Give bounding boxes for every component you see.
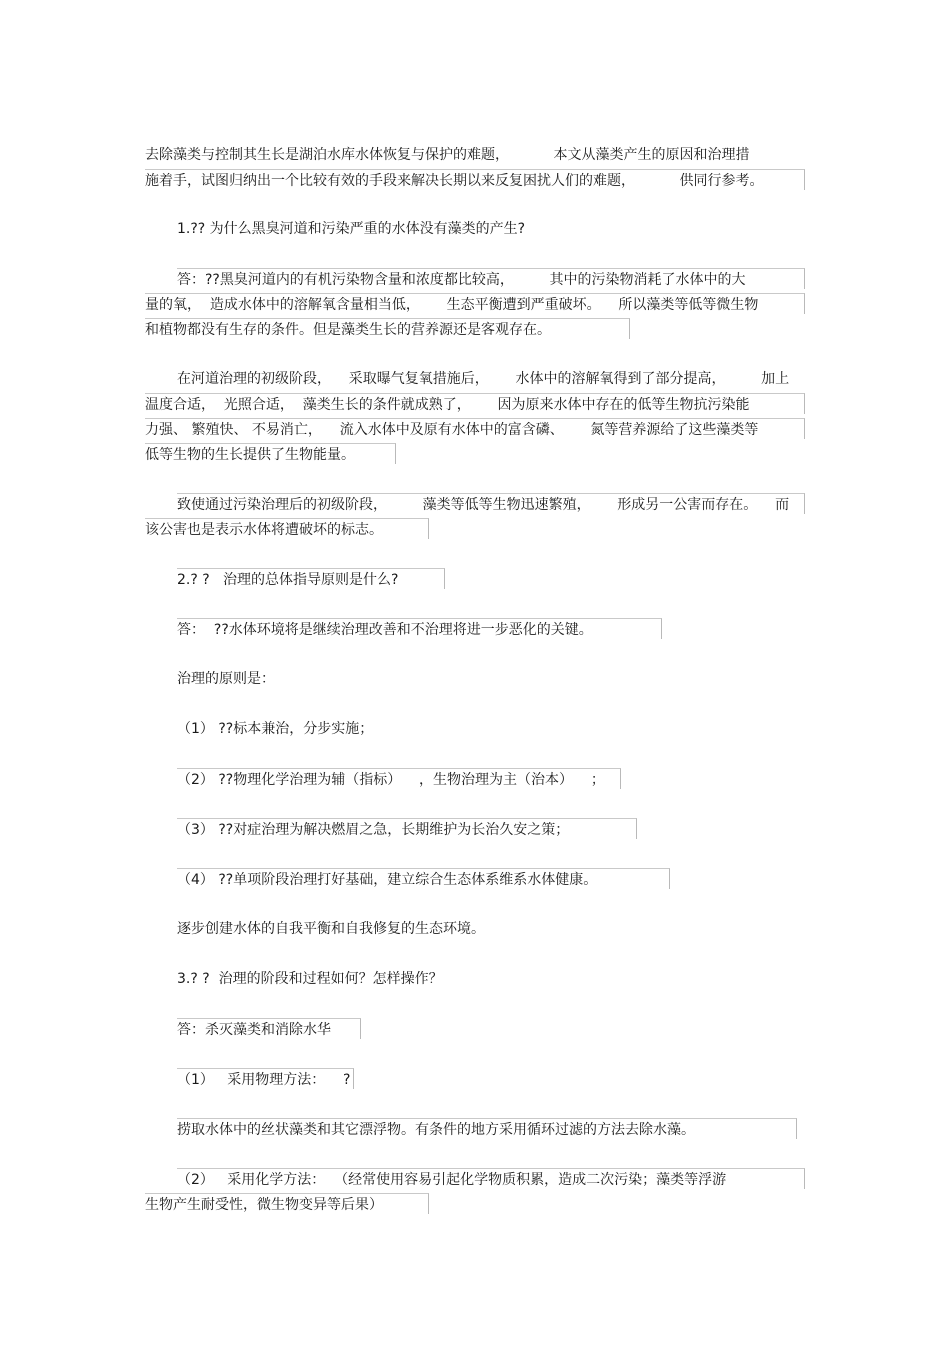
list-item: （1） ??标本兼治，分步实施； <box>177 721 374 737</box>
text-line: 答： ??水体环境将是继续治理改善和不治理将进一步恶化的关键。 <box>177 618 662 639</box>
text-line: 和植物都没有生存的条件。但是藻类生长的营养源还是客观存在。 <box>145 318 630 339</box>
text-line: 致使通过污染治理后的初级阶段， 藻类等低等生物迅速繁殖， 形成另一公害而存在。 而 <box>177 493 805 514</box>
text-line: 逐步创建水体的自我平衡和自我修复的生态环境。 <box>177 921 485 937</box>
question-heading: 1.?? 为什么黑臭河道和污染严重的水体没有藻类的产生? <box>177 221 526 237</box>
text-line: 答：??黑臭河道内的有机污染物含量和浓度都比较高， 其中的污染物消耗了水体中的大 <box>177 268 805 289</box>
list-item: （1） 采用物理方法： ? <box>177 1068 354 1089</box>
text-line: 力强、 繁殖快、 不易消亡， 流入水体中及原有水体中的富含磷、 氮等营养源给了这些藻类等 <box>145 418 805 439</box>
question-heading: 3.? ? 治理的阶段和过程如何？怎样操作？ <box>177 971 443 987</box>
text-line: 治理的原则是： <box>177 671 275 687</box>
list-item: （3） ??对症治理为解决燃眉之急，长期维护为长治久安之策； <box>177 818 637 839</box>
list-item: （2） ??物理化学治理为辅（指标） ，生物治理为主（治本） ； <box>177 768 621 789</box>
text-line: 答：杀灭藻类和消除水华 <box>177 1018 361 1039</box>
text-line: 施着手，试图归纳出一个比较有效的手段来解决长期以来反复困扰人们的难题， 供同行参考。 <box>145 169 805 190</box>
question-heading: 2.? ? 治理的总体指导原则是什么? <box>177 568 445 589</box>
list-item: （2） 采用化学方法： （经常使用容易引起化学物质积累，造成二次污染；藻类等浮游 <box>177 1168 805 1189</box>
list-item: （4） ??单项阶段治理打好基础，建立综合生态体系维系水体健康。 <box>177 868 670 889</box>
text-line: 温度合适， 光照合适， 藻类生长的条件就成熟了， 因为原来水体中存在的低等生物抗污染能 <box>145 393 805 414</box>
text-line: 量的氧， 造成水体中的溶解氧含量相当低， 生态平衡遭到严重破坏。 所以藻类等低等微生物 <box>145 293 805 314</box>
text-line: 在河道治理的初级阶段， 采取曝气复氧措施后， 水体中的溶解氧得到了部分提高， 加上 <box>177 371 790 387</box>
text-line: 去除藻类与控制其生长是湖泊水库水体恢复与保护的难题， 本文从藻类产生的原因和治理措 <box>145 147 750 163</box>
text-line: 该公害也是表示水体将遭破坏的标志。 <box>145 518 429 539</box>
text-line: 低等生物的生长提供了生物能量。 <box>145 443 396 464</box>
text-line: 捞取水体中的丝状藻类和其它漂浮物。有条件的地方采用循环过滤的方法去除水藻。 <box>177 1118 797 1139</box>
text-line: 生物产生耐受性，微生物变异等后果） <box>145 1193 429 1214</box>
